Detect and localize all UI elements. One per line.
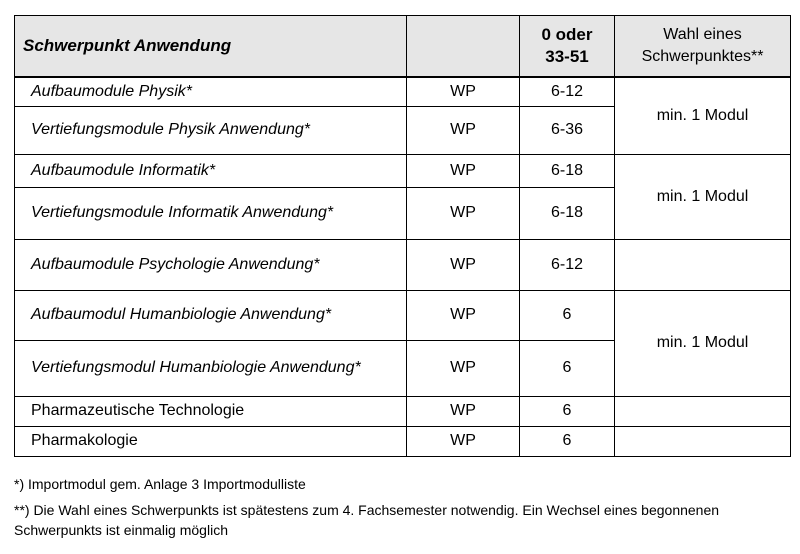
module-table bbox=[14, 15, 791, 457]
module-credits: 6-12 bbox=[520, 239, 615, 290]
module-credits: 6 bbox=[520, 290, 615, 340]
module-type: WP bbox=[407, 187, 520, 239]
table-row bbox=[15, 239, 791, 290]
table-row bbox=[15, 396, 791, 426]
credits-header-line2: 33-51 bbox=[545, 47, 589, 66]
module-type: WP bbox=[407, 106, 520, 154]
choice-header-line1: Wahl eines bbox=[663, 26, 742, 43]
group-requirement: min. 1 Modul bbox=[615, 77, 791, 154]
module-name: Vertiefungsmodule Informatik Anwendung* bbox=[15, 187, 407, 239]
choice-header-line2: Schwerpunktes** bbox=[641, 48, 764, 65]
module-type: WP bbox=[407, 340, 520, 396]
module-credits: 6-18 bbox=[520, 187, 615, 239]
group-requirement bbox=[615, 239, 791, 290]
table-row bbox=[15, 77, 791, 106]
module-credits: 6 bbox=[520, 340, 615, 396]
module-name: Aufbaumodule Physik* bbox=[15, 77, 407, 106]
module-credits: 6-12 bbox=[520, 77, 615, 106]
choice-header bbox=[615, 16, 791, 78]
empty-requirement-cell bbox=[615, 396, 791, 426]
module-credits: 6-18 bbox=[520, 154, 615, 187]
module-name: Vertiefungsmodule Physik Anwendung* bbox=[15, 106, 407, 154]
module-name: Pharmakologie bbox=[15, 426, 407, 456]
module-type: WP bbox=[407, 290, 520, 340]
group-requirement: min. 1 Modul bbox=[615, 290, 791, 396]
module-name: Aufbaumodul Humanbiologie Anwendung* bbox=[15, 290, 407, 340]
footnotes bbox=[14, 474, 790, 540]
footnote-choice: **) Die Wahl eines Schwerpunkts ist spätestens zum 4. Fachsemester notwendig. Ein Wechsel eines begonnenen Schwerpunkts ist einmalig möglich bbox=[14, 502, 720, 538]
module-credits: 6-36 bbox=[520, 106, 615, 154]
credits-header bbox=[520, 16, 615, 78]
table-header-row bbox=[15, 16, 791, 78]
table-row bbox=[15, 154, 791, 187]
table-row bbox=[15, 290, 791, 340]
module-type: WP bbox=[407, 154, 520, 187]
module-credits: 6 bbox=[520, 426, 615, 456]
module-type: WP bbox=[407, 77, 520, 106]
group-requirement: min. 1 Modul bbox=[615, 154, 791, 239]
header-empty-cell bbox=[407, 16, 520, 78]
table-title: Schwerpunkt Anwendung bbox=[15, 16, 407, 78]
module-name: Aufbaumodule Informatik* bbox=[15, 154, 407, 187]
footnote-import: *) Importmodul gem. Anlage 3 Importmodulliste bbox=[14, 476, 306, 492]
table-row bbox=[15, 426, 791, 456]
credits-header-line1: 0 oder bbox=[541, 25, 593, 44]
empty-requirement-cell bbox=[615, 426, 791, 456]
module-type: WP bbox=[407, 426, 520, 456]
module-name: Pharmazeutische Technologie bbox=[15, 396, 407, 426]
module-type: WP bbox=[407, 396, 520, 426]
module-name: Vertiefungsmodul Humanbiologie Anwendung* bbox=[15, 340, 407, 396]
module-name: Aufbaumodule Psychologie Anwendung* bbox=[15, 239, 407, 290]
module-type: WP bbox=[407, 239, 520, 290]
module-credits: 6 bbox=[520, 396, 615, 426]
